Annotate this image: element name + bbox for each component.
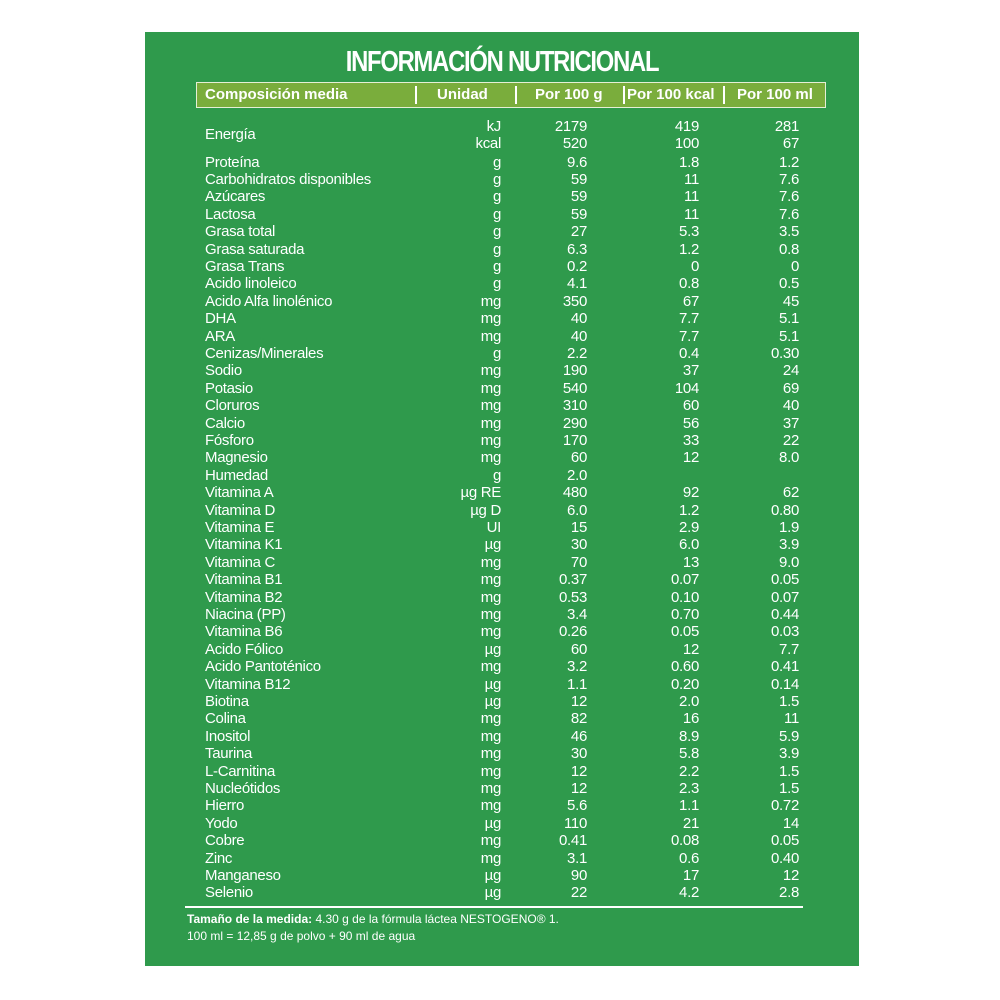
unit-cell: kcal bbox=[475, 135, 501, 152]
value-per-100ml: 5.9 bbox=[779, 727, 799, 745]
unit-cell: g bbox=[492, 223, 501, 241]
unit-cell: mg bbox=[480, 623, 501, 641]
value-per-100g: 90 bbox=[570, 866, 587, 884]
unit-cell: µg bbox=[484, 640, 501, 658]
serving-size-text: 4.30 g de la fórmula láctea NESTOGENO® 1. bbox=[312, 912, 559, 926]
value-per-100kcal: 7.7 bbox=[679, 327, 699, 345]
nutrient-name: Vitamina K1 bbox=[205, 536, 283, 554]
table-row bbox=[145, 449, 859, 466]
unit-cell: mg bbox=[480, 588, 501, 606]
unit-cell: mg bbox=[480, 310, 501, 328]
value-per-100g: 59 bbox=[570, 205, 587, 223]
table-row bbox=[145, 780, 859, 797]
value-cell: 100 bbox=[674, 135, 699, 152]
header-separator bbox=[723, 86, 725, 104]
unit-cell: mg bbox=[480, 414, 501, 432]
nutrient-name: Nucleótidos bbox=[205, 779, 281, 797]
value-per-100ml: 0 bbox=[790, 257, 799, 275]
value-per-100kcal: 1.1 bbox=[679, 797, 699, 815]
nutrient-name: Energía bbox=[205, 126, 256, 143]
value-per-100g: 59 bbox=[570, 170, 587, 188]
table-row bbox=[145, 676, 859, 693]
nutrient-name: Cobre bbox=[205, 832, 245, 850]
nutrient-name: Magnesio bbox=[205, 449, 268, 467]
value-per-100g: 15 bbox=[570, 518, 587, 536]
nutrient-name: Vitamina B1 bbox=[205, 571, 283, 589]
unit-cell: mg bbox=[480, 797, 501, 815]
nutrient-name: Biotina bbox=[205, 692, 249, 710]
value-per-100g: 540 bbox=[562, 379, 587, 397]
value-per-100ml: 8.0 bbox=[779, 449, 799, 467]
nutrient-name: Selenio bbox=[205, 884, 253, 902]
table-row bbox=[145, 362, 859, 379]
unit-cell: mg bbox=[480, 362, 501, 380]
table-row bbox=[145, 345, 859, 362]
value-per-100g: 60 bbox=[570, 449, 587, 467]
value-per-100ml: 69 bbox=[782, 379, 799, 397]
unit-cell: mg bbox=[480, 745, 501, 763]
value-per-100ml: 0.72 bbox=[771, 797, 799, 815]
value-per-100kcal: 0 bbox=[690, 257, 699, 275]
value-per-100ml: 7.6 bbox=[779, 188, 799, 206]
value-per-100kcal: 5.3 bbox=[679, 223, 699, 241]
value-per-100g: 59 bbox=[570, 188, 587, 206]
value-per-100ml: 45 bbox=[782, 292, 799, 310]
value-per-100ml: 3.5 bbox=[779, 223, 799, 241]
value-cell: 2179 bbox=[554, 118, 587, 135]
nutrient-name: Yodo bbox=[205, 814, 238, 832]
unit-cell: µg bbox=[484, 884, 501, 902]
table-row bbox=[145, 223, 859, 240]
nutrient-name: Grasa total bbox=[205, 223, 276, 241]
value-per-100ml: 5.1 bbox=[779, 310, 799, 328]
value-per-100g: 9.6 bbox=[567, 153, 587, 171]
value-per-100ml: 22 bbox=[782, 431, 799, 449]
table-row bbox=[145, 484, 859, 501]
nutrient-name: Grasa Trans bbox=[205, 257, 285, 275]
header-separator bbox=[623, 86, 625, 104]
value-per-100kcal: 0.10 bbox=[671, 588, 699, 606]
unit-cell: g bbox=[492, 205, 501, 223]
table-row bbox=[145, 380, 859, 397]
value-per-100kcal: 0.07 bbox=[671, 571, 699, 589]
unit-cell: mg bbox=[480, 658, 501, 676]
value-per-100ml: 5.1 bbox=[779, 327, 799, 345]
nutrient-name: ARA bbox=[205, 327, 235, 345]
value-per-100g: 3.4 bbox=[567, 605, 587, 623]
value-per-100ml: 0.07 bbox=[771, 588, 799, 606]
value-per-100g: 30 bbox=[570, 536, 587, 554]
value-per-100g: 40 bbox=[570, 327, 587, 345]
header-separator bbox=[515, 86, 517, 104]
value-per-100kcal: 6.0 bbox=[679, 536, 699, 554]
table-row bbox=[145, 293, 859, 310]
value-per-100ml: 14 bbox=[782, 814, 799, 832]
value-per-100ml: 0.03 bbox=[771, 623, 799, 641]
table-row bbox=[145, 658, 859, 675]
nutrient-name: Acido linoleico bbox=[205, 275, 297, 293]
table-row bbox=[145, 275, 859, 292]
header-separator bbox=[415, 86, 417, 104]
value-per-100kcal: 92 bbox=[682, 484, 699, 502]
table-row bbox=[145, 519, 859, 536]
table-row bbox=[145, 710, 859, 727]
unit-cell: µg bbox=[484, 692, 501, 710]
unit-cell: µg bbox=[484, 866, 501, 884]
value-cell: 419 bbox=[674, 118, 699, 135]
value-per-100ml: 3.9 bbox=[779, 745, 799, 763]
table-row bbox=[145, 397, 859, 414]
value-per-100g: 0.37 bbox=[559, 571, 587, 589]
value-per-100kcal: 1.2 bbox=[679, 501, 699, 519]
unit-cell: mg bbox=[480, 832, 501, 850]
value-per-100g: 6.3 bbox=[567, 240, 587, 258]
value-per-100ml: 1.5 bbox=[779, 762, 799, 780]
header-por100g: Por 100 g bbox=[535, 86, 603, 103]
table-row bbox=[145, 745, 859, 762]
value-per-100ml: 0.14 bbox=[771, 675, 799, 693]
unit-cell: UI bbox=[486, 518, 501, 536]
value-per-100g: 1.1 bbox=[567, 675, 587, 693]
value-per-100g: 2.0 bbox=[567, 466, 587, 484]
table-row bbox=[145, 432, 859, 449]
value-per-100g: 170 bbox=[562, 431, 587, 449]
unit-cell: mg bbox=[480, 553, 501, 571]
value-per-100kcal: 8.9 bbox=[679, 727, 699, 745]
value-per-100kcal: 7.7 bbox=[679, 310, 699, 328]
value-per-100ml: 0.30 bbox=[771, 344, 799, 362]
value-per-100kcal: 11 bbox=[684, 205, 699, 223]
nutrient-name: Cenizas/Minerales bbox=[205, 344, 324, 362]
value-per-100ml: 40 bbox=[782, 397, 799, 415]
nutrient-name: Lactosa bbox=[205, 205, 256, 223]
table-row bbox=[145, 310, 859, 327]
value-per-100g: 290 bbox=[562, 414, 587, 432]
value-per-100g: 3.1 bbox=[567, 849, 587, 867]
value-per-100ml: 2.8 bbox=[779, 884, 799, 902]
value-cell: 520 bbox=[562, 135, 587, 152]
nutrient-name: Humedad bbox=[205, 466, 268, 484]
value-per-100kcal: 0.4 bbox=[679, 344, 699, 362]
value-per-100g: 0.41 bbox=[559, 832, 587, 850]
unit-cell: mg bbox=[480, 571, 501, 589]
value-per-100kcal: 17 bbox=[682, 866, 699, 884]
nutrition-panel bbox=[145, 32, 859, 966]
unit-cell: g bbox=[492, 170, 501, 188]
value-per-100ml: 24 bbox=[782, 362, 799, 380]
table-row bbox=[145, 415, 859, 432]
table-row bbox=[145, 589, 859, 606]
nutrient-name: Acido Pantoténico bbox=[205, 658, 321, 676]
value-per-100ml: 0.05 bbox=[771, 571, 799, 589]
table-row-energy-kcal bbox=[145, 135, 859, 152]
table-row bbox=[145, 241, 859, 258]
value-per-100kcal: 2.9 bbox=[679, 518, 699, 536]
value-per-100ml: 62 bbox=[782, 484, 799, 502]
value-per-100kcal: 0.6 bbox=[679, 849, 699, 867]
value-per-100g: 350 bbox=[562, 292, 587, 310]
value-per-100g: 3.2 bbox=[567, 658, 587, 676]
serving-size-label: Tamaño de la medida: bbox=[187, 912, 313, 926]
value-per-100ml: 1.2 bbox=[779, 153, 799, 171]
nutrient-name: Carbohidratos disponibles bbox=[205, 170, 371, 188]
value-per-100kcal: 0.8 bbox=[679, 275, 699, 293]
value-per-100kcal: 0.60 bbox=[671, 658, 699, 676]
unit-cell: mg bbox=[480, 449, 501, 467]
value-per-100g: 190 bbox=[562, 362, 587, 380]
value-per-100kcal: 0.70 bbox=[671, 605, 699, 623]
unit-cell: mg bbox=[480, 431, 501, 449]
value-per-100g: 22 bbox=[570, 884, 587, 902]
value-per-100ml: 1.9 bbox=[779, 518, 799, 536]
value-per-100ml: 12 bbox=[782, 866, 799, 884]
value-per-100ml: 0.44 bbox=[771, 605, 799, 623]
table-row bbox=[145, 850, 859, 867]
nutrient-name: Hierro bbox=[205, 797, 245, 815]
table-row bbox=[145, 502, 859, 519]
value-per-100g: 0.53 bbox=[559, 588, 587, 606]
value-per-100ml: 0.5 bbox=[779, 275, 799, 293]
value-per-100g: 12 bbox=[570, 692, 587, 710]
value-per-100g: 12 bbox=[570, 779, 587, 797]
value-cell: 281 bbox=[774, 118, 799, 135]
value-per-100kcal: 1.2 bbox=[679, 240, 699, 258]
value-per-100ml: 9.0 bbox=[779, 553, 799, 571]
value-per-100g: 40 bbox=[570, 310, 587, 328]
nutrient-name: Sodio bbox=[205, 362, 242, 380]
table-row bbox=[145, 884, 859, 901]
unit-cell: mg bbox=[480, 605, 501, 623]
nutrient-name: Vitamina E bbox=[205, 518, 275, 536]
value-per-100kcal: 0.20 bbox=[671, 675, 699, 693]
unit-cell: mg bbox=[480, 379, 501, 397]
value-per-100kcal: 0.08 bbox=[671, 832, 699, 850]
value-per-100kcal: 1.8 bbox=[679, 153, 699, 171]
unit-cell: mg bbox=[480, 710, 501, 728]
value-per-100kcal: 5.8 bbox=[679, 745, 699, 763]
unit-cell: g bbox=[492, 240, 501, 258]
nutrient-name: Azúcares bbox=[205, 188, 266, 206]
nutrient-name: Vitamina D bbox=[205, 501, 276, 519]
value-per-100g: 60 bbox=[570, 640, 587, 658]
nutrient-name: Vitamina B12 bbox=[205, 675, 291, 693]
value-per-100ml: 11 bbox=[784, 710, 799, 728]
table-row bbox=[145, 797, 859, 814]
value-per-100ml: 1.5 bbox=[779, 692, 799, 710]
table-row bbox=[145, 641, 859, 658]
value-per-100kcal: 21 bbox=[682, 814, 699, 832]
value-per-100ml: 1.5 bbox=[779, 779, 799, 797]
header-por100kcal: Por 100 kcal bbox=[627, 86, 715, 103]
header-unidad: Unidad bbox=[437, 86, 488, 103]
value-per-100g: 30 bbox=[570, 745, 587, 763]
table-row bbox=[145, 258, 859, 275]
unit-cell: g bbox=[492, 153, 501, 171]
value-per-100ml: 7.6 bbox=[779, 170, 799, 188]
unit-cell: g bbox=[492, 188, 501, 206]
nutrient-name: L-Carnitina bbox=[205, 762, 276, 780]
nutrient-name: Vitamina A bbox=[205, 484, 274, 502]
table-row bbox=[145, 815, 859, 832]
table-row bbox=[145, 571, 859, 588]
nutrient-name: Fósforo bbox=[205, 431, 254, 449]
value-per-100g: 0.26 bbox=[559, 623, 587, 641]
value-per-100kcal: 4.2 bbox=[679, 884, 699, 902]
nutrient-name: Niacina (PP) bbox=[205, 605, 286, 623]
unit-cell: µg D bbox=[470, 501, 501, 519]
value-per-100g: 480 bbox=[562, 484, 587, 502]
value-per-100kcal: 2.3 bbox=[679, 779, 699, 797]
value-per-100kcal: 56 bbox=[682, 414, 699, 432]
value-per-100ml: 7.7 bbox=[779, 640, 799, 658]
nutrient-name: Inositol bbox=[205, 727, 251, 745]
value-per-100kcal: 67 bbox=[682, 292, 699, 310]
value-per-100kcal: 33 bbox=[682, 431, 699, 449]
table-row bbox=[145, 693, 859, 710]
table-row bbox=[145, 763, 859, 780]
value-per-100g: 0.2 bbox=[567, 257, 587, 275]
nutrient-name: Acido Fólico bbox=[205, 640, 284, 658]
value-per-100g: 46 bbox=[570, 727, 587, 745]
value-per-100ml: 0.40 bbox=[771, 849, 799, 867]
value-per-100kcal: 13 bbox=[682, 553, 699, 571]
value-per-100g: 12 bbox=[570, 762, 587, 780]
unit-cell: mg bbox=[480, 327, 501, 345]
value-per-100g: 110 bbox=[563, 814, 587, 832]
table-row bbox=[145, 832, 859, 849]
nutrient-name: Zinc bbox=[205, 849, 233, 867]
table-row bbox=[145, 728, 859, 745]
nutrient-name: DHA bbox=[205, 310, 236, 328]
nutrient-name: Cloruros bbox=[205, 397, 260, 415]
value-per-100ml: 0.80 bbox=[771, 501, 799, 519]
nutrient-name: Vitamina C bbox=[205, 553, 276, 571]
value-per-100kcal: 104 bbox=[674, 379, 699, 397]
nutrient-name: Taurina bbox=[205, 745, 253, 763]
value-per-100kcal: 2.2 bbox=[679, 762, 699, 780]
unit-cell: µg bbox=[484, 675, 501, 693]
unit-cell: mg bbox=[480, 779, 501, 797]
unit-cell: g bbox=[492, 275, 501, 293]
nutrient-name: Vitamina B6 bbox=[205, 623, 283, 641]
value-per-100kcal: 11 bbox=[684, 170, 699, 188]
table-row bbox=[145, 623, 859, 640]
value-cell: 67 bbox=[782, 135, 799, 152]
table-row bbox=[145, 467, 859, 484]
value-per-100g: 4.1 bbox=[567, 275, 587, 293]
value-per-100g: 6.0 bbox=[567, 501, 587, 519]
table-row bbox=[145, 188, 859, 205]
serving-size-note bbox=[187, 912, 559, 926]
nutrient-name: Colina bbox=[205, 710, 246, 728]
value-per-100kcal: 2.0 bbox=[679, 692, 699, 710]
nutrient-name: Proteína bbox=[205, 153, 260, 171]
value-per-100kcal: 16 bbox=[682, 710, 699, 728]
value-per-100g: 27 bbox=[570, 223, 587, 241]
value-per-100ml: 3.9 bbox=[779, 536, 799, 554]
table-row bbox=[145, 154, 859, 171]
value-per-100kcal: 11 bbox=[684, 188, 699, 206]
nutrient-name: Calcio bbox=[205, 414, 245, 432]
value-per-100kcal: 60 bbox=[682, 397, 699, 415]
table-row bbox=[145, 171, 859, 188]
value-per-100kcal: 12 bbox=[682, 449, 699, 467]
value-per-100kcal: 0.05 bbox=[671, 623, 699, 641]
value-per-100kcal: 12 bbox=[682, 640, 699, 658]
nutrient-name: Vitamina B2 bbox=[205, 588, 283, 606]
nutrient-name: Potasio bbox=[205, 379, 253, 397]
unit-cell: mg bbox=[480, 762, 501, 780]
table-row bbox=[145, 206, 859, 223]
unit-cell: mg bbox=[480, 727, 501, 745]
value-per-100g: 5.6 bbox=[567, 797, 587, 815]
table-header bbox=[196, 82, 826, 108]
nutrient-name: Manganeso bbox=[205, 866, 281, 884]
unit-cell: kJ bbox=[486, 118, 501, 135]
value-per-100ml: 7.6 bbox=[779, 205, 799, 223]
unit-cell: µg bbox=[484, 536, 501, 554]
unit-cell: µg RE bbox=[460, 484, 501, 502]
unit-cell: mg bbox=[480, 292, 501, 310]
table-row bbox=[145, 536, 859, 553]
table-bottom-rule bbox=[185, 906, 803, 908]
dilution-note: 100 ml = 12,85 g de polvo + 90 ml de agua bbox=[187, 929, 416, 943]
unit-cell: g bbox=[492, 466, 501, 484]
value-per-100g: 2.2 bbox=[567, 344, 587, 362]
unit-cell: g bbox=[492, 257, 501, 275]
value-per-100ml: 0.05 bbox=[771, 832, 799, 850]
page-title: INFORMACIÓN NUTRICIONAL bbox=[345, 46, 659, 78]
nutrient-name: Acido Alfa linolénico bbox=[205, 292, 333, 310]
unit-cell: µg bbox=[484, 814, 501, 832]
unit-cell: mg bbox=[480, 849, 501, 867]
value-per-100g: 82 bbox=[570, 710, 587, 728]
table-row bbox=[145, 328, 859, 345]
value-per-100g: 70 bbox=[570, 553, 587, 571]
nutrient-name: Grasa saturada bbox=[205, 240, 305, 258]
value-per-100ml: 0.8 bbox=[779, 240, 799, 258]
unit-cell: g bbox=[492, 344, 501, 362]
table-row bbox=[145, 554, 859, 571]
value-per-100ml: 0.41 bbox=[771, 658, 799, 676]
table-row bbox=[145, 606, 859, 623]
header-composicion: Composición media bbox=[205, 86, 348, 103]
value-per-100ml: 37 bbox=[782, 414, 799, 432]
value-per-100g: 310 bbox=[562, 397, 587, 415]
header-por100ml: Por 100 ml bbox=[737, 86, 813, 103]
unit-cell: mg bbox=[480, 397, 501, 415]
table-row bbox=[145, 867, 859, 884]
value-per-100kcal: 37 bbox=[682, 362, 699, 380]
